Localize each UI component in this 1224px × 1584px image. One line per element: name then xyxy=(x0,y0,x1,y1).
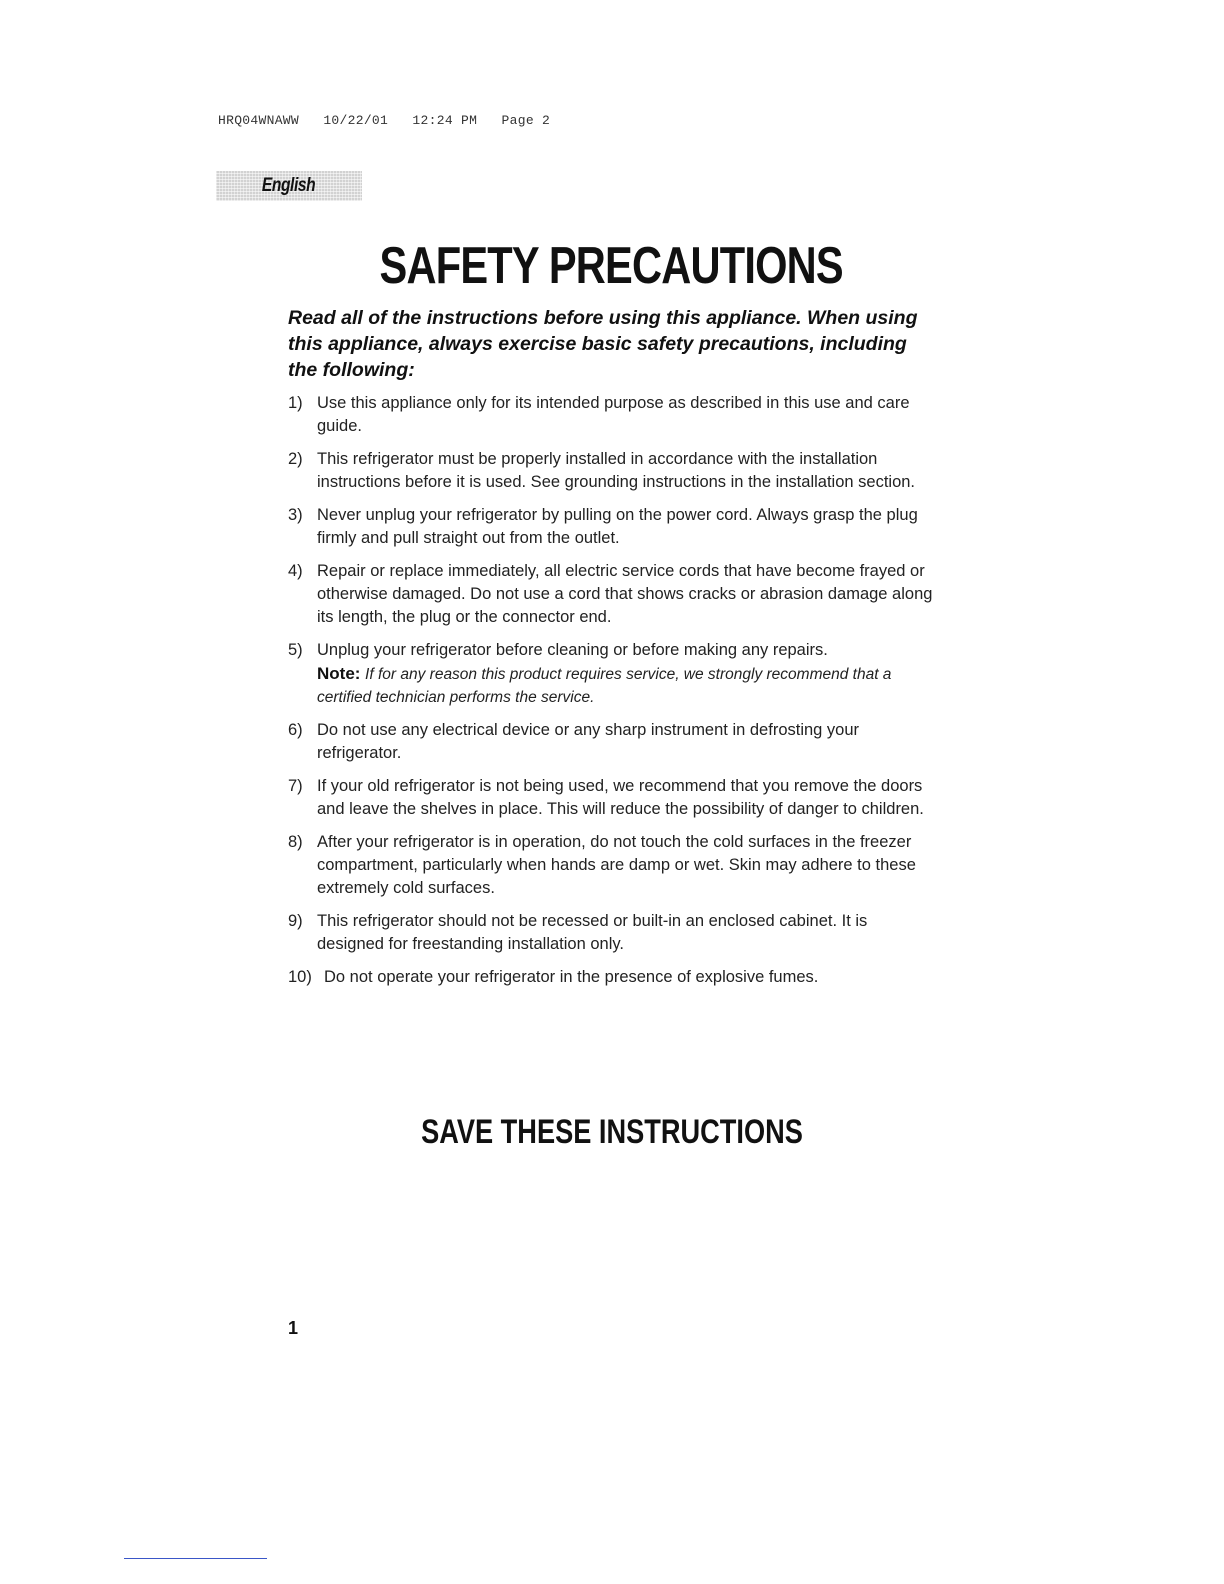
list-item xyxy=(288,966,938,989)
print-header: HRQ04WNAWW 10/22/01 12:24 PM Page 2 xyxy=(218,113,551,128)
item-text: Do not use any electrical device or any sharp instrument in defrosting your refrigerator. xyxy=(317,721,860,762)
note-text: If for any reason this product requires service, we strongly recommend that a certified technician performs the service. xyxy=(317,666,892,706)
language-tab xyxy=(216,171,362,201)
item-number: 7) xyxy=(288,777,303,795)
list-item xyxy=(288,560,938,629)
item-text: Unplug your refrigerator before cleaning or before making any repairs. xyxy=(317,641,828,659)
item-number: 4) xyxy=(288,562,303,580)
item-text: This refrigerator must be properly installed in accordance with the installation instructions before it is used. See grounding instructions in the installation section. xyxy=(317,450,916,491)
intro-text: Read all of the instructions before using this appliance. When using this appliance, always exercise basic safety precautions, including the following: xyxy=(288,307,918,381)
item-text: If your old refrigerator is not being used, we recommend that you remove the doors and leave the shelves in place. This will reduce the possibility of danger to children. xyxy=(317,777,924,818)
item-text: Do not operate your refrigerator in the presence of explosive fumes. xyxy=(324,968,819,986)
item-text: After your refrigerator is in operation, do not touch the cold surfaces in the freezer compartment, particularly when hands are damp or wet. Skin may adhere to these extremely cold surfaces. xyxy=(317,833,916,897)
list-item xyxy=(288,775,938,821)
item-number: 3) xyxy=(288,506,303,524)
item-text: Never unplug your refrigerator by pulling on the power cord. Always grasp the plug firmly and pull straight out from the outlet. xyxy=(317,506,918,547)
list-item xyxy=(288,448,938,494)
precautions-list xyxy=(288,392,938,999)
list-item xyxy=(288,504,938,550)
item-number: 9) xyxy=(288,912,303,930)
list-item xyxy=(288,392,938,438)
footer-divider xyxy=(124,1558,267,1559)
page-number: 1 xyxy=(288,1318,299,1338)
item-number: 2) xyxy=(288,450,303,468)
save-instructions-heading: SAVE THESE INSTRUCTIONS xyxy=(421,1113,803,1151)
item-text: This refrigerator should not be recessed or built-in an enclosed cabinet. It is designed for freestanding installation only. xyxy=(317,912,868,953)
list-item xyxy=(288,910,938,956)
item-text: Repair or replace immediately, all electric service cords that have become frayed or otherwise damaged. Do not use a cord that shows cracks or abrasion damage along its length, the plug or the connector end. xyxy=(317,562,933,626)
list-item xyxy=(288,719,938,765)
list-item xyxy=(288,831,938,900)
page-title: SAFETY PRECAUTIONS xyxy=(379,237,843,295)
item-number: 10) xyxy=(288,968,312,986)
item-number: 8) xyxy=(288,833,303,851)
item-number: 6) xyxy=(288,721,303,739)
item-number: 1) xyxy=(288,394,303,412)
note-label: Note: xyxy=(317,664,361,683)
language-tab-label: English xyxy=(262,175,316,196)
item-text: Use this appliance only for its intended purpose as described in this use and care guide. xyxy=(317,394,910,435)
item-number: 5) xyxy=(288,641,303,659)
list-item xyxy=(288,639,938,709)
